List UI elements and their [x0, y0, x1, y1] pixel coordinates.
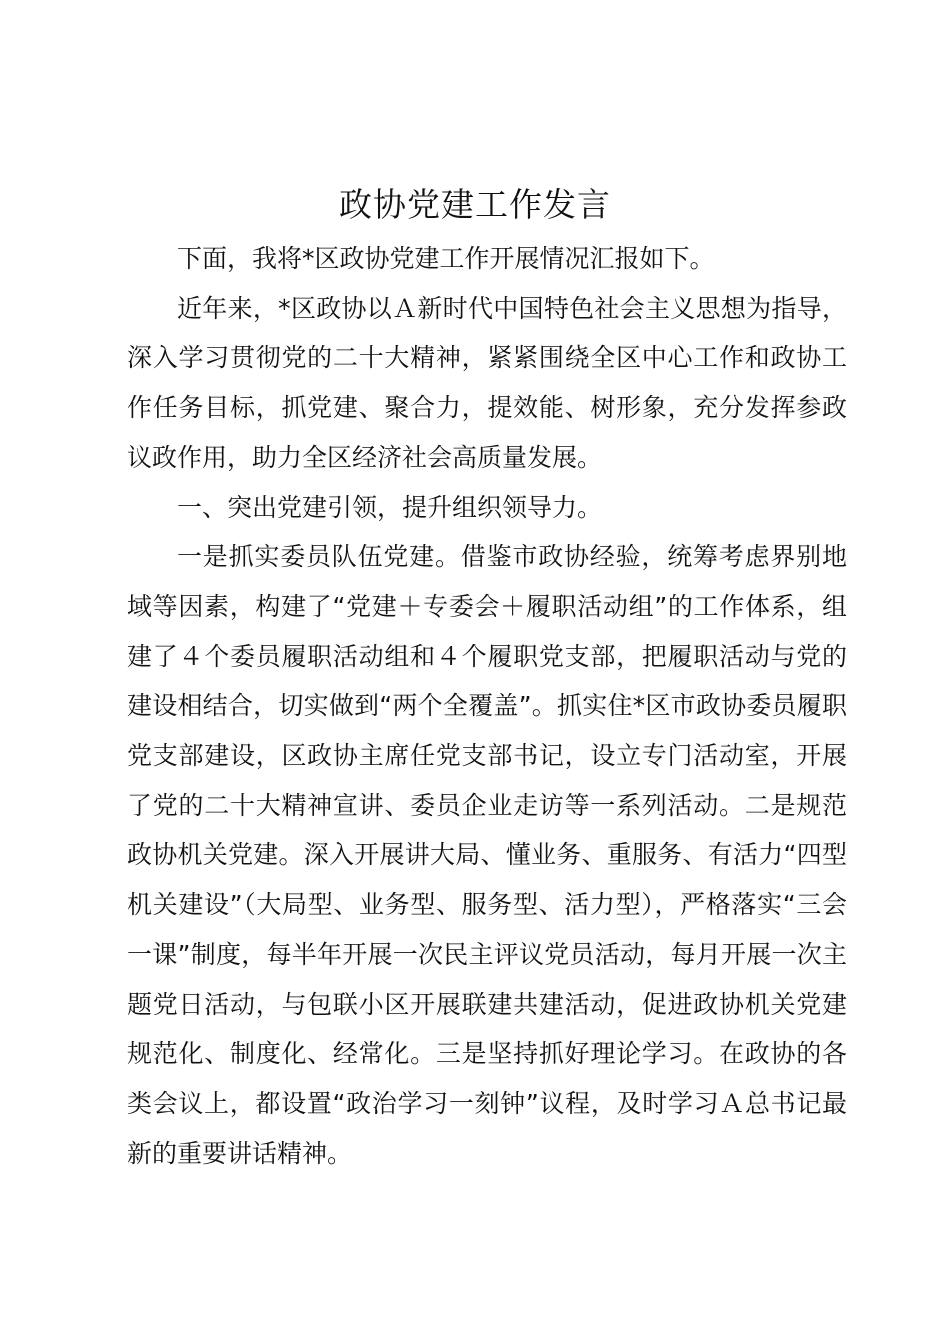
paragraph-overview: 近年来，*区政协以Ａ新时代中国特色社会主义思想为指导，深入学习贯彻党的二十大精神，紧紧围绕全区中心工作和政协工作任务目标，抓党建、聚合力，提效能、树形象，充分发挥参政议政作用，助力全区经济社会高质量发展。	[127, 293, 847, 472]
section-heading: 一、突出党建引领，提升组织领导力。	[177, 492, 603, 522]
document-title: 政协党建工作发言	[339, 185, 611, 224]
document-body	[127, 234, 847, 1178]
paragraph-intro: 下面，我将*区政协党建工作开展情况汇报如下。	[177, 244, 715, 273]
paragraph-details: 一是抓实委员队伍党建。借鉴市政协经验，统筹考虑界别地域等因素，构建了“党建＋专委会＋履职活动组”的工作体系，组建了４个委员履职活动组和４个履职党支部，把履职活动与党的建设相结合，切实做到“两个全覆盖”。抓实住*区市政协委员履职党支部建设，区政协主席任党支部书记，设立专门活动室，开展了党的二十大精神宣讲、委员企业走访等一系列活动。二是规范政协机关党建。深入开展讲大局、懂业务、重服务、有活力“四型机关建设”（大局型、业务型、服务型、活力型），严格落实“三会一课”制度，每半年开展一次民主评议党员活动，每月开展一次主题党日活动，与包联小区开展联建共建活动，促进政协机关党建规范化、制度化、经常化。三是坚持抓好理论学习。在政协的各类会议上，都设置“政治学习一刻钟”议程，及时学习Ａ总书记最新的重要讲话精神。	[127, 542, 847, 1168]
